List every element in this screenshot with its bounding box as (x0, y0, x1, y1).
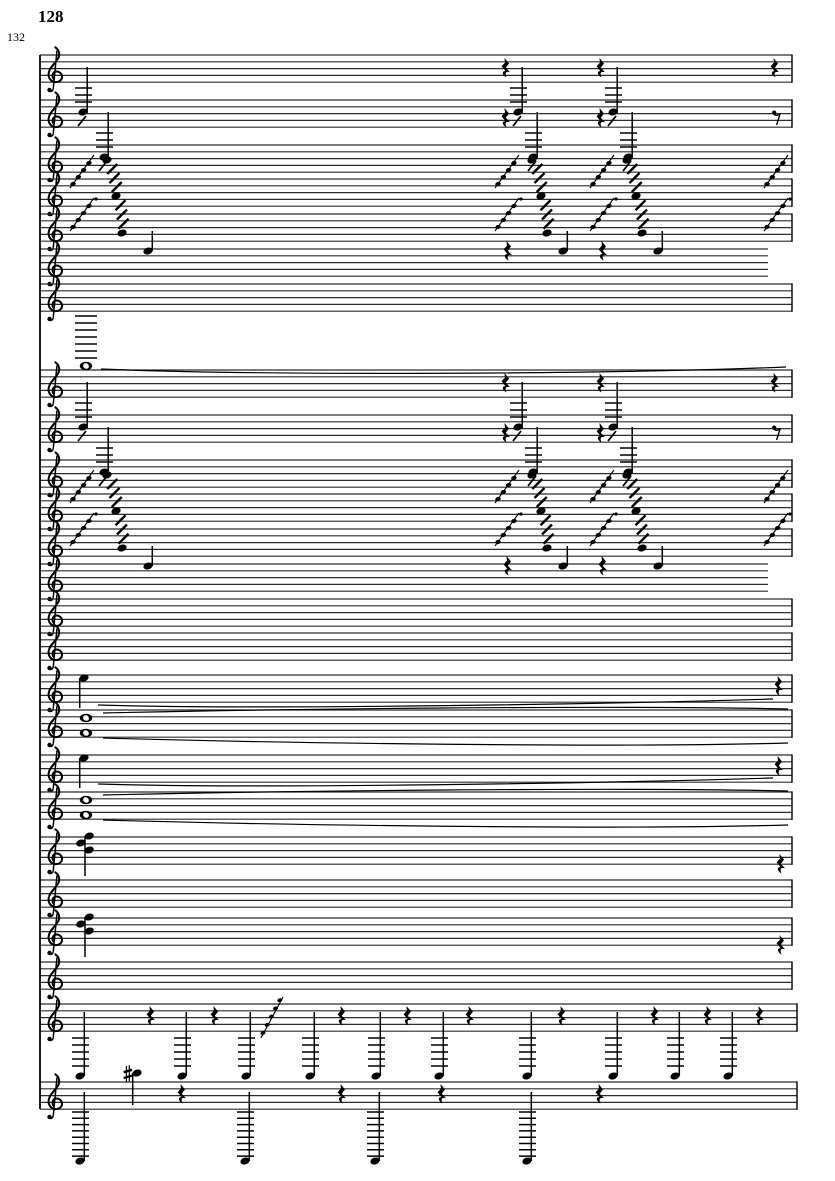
treble-clef-icon (47, 362, 62, 407)
tremolo-slash (112, 182, 122, 192)
note-head (541, 543, 552, 552)
quarter-rest (178, 1084, 186, 1104)
treble-clef-icon (47, 996, 62, 1041)
quarter-rest (775, 676, 783, 696)
grace-note-head (495, 539, 502, 545)
note-head (541, 228, 552, 237)
tremolo-slash (630, 173, 640, 183)
augmentation-dot (519, 197, 522, 200)
eighth-rest (772, 111, 780, 126)
augmentation-dot (94, 512, 97, 515)
slur (98, 699, 773, 707)
quarter-rest (338, 1006, 346, 1026)
measure-number: 132 (7, 30, 25, 44)
augmentation-dot (519, 512, 522, 515)
quarter-rest (438, 1084, 446, 1104)
quarter-rest (597, 58, 605, 78)
eighth-rest (772, 426, 780, 441)
treble-clef-icon (47, 92, 62, 137)
tremolo-slash (537, 497, 547, 507)
tremolo-slash (116, 515, 126, 525)
tremolo-slash (537, 182, 547, 192)
quarter-rest (599, 241, 607, 261)
tremolo-slash (535, 488, 545, 498)
quarter-rest (147, 1006, 155, 1026)
tremolo-slash (630, 488, 640, 498)
augmentation-dot (788, 512, 791, 515)
tremolo-slash (541, 515, 551, 525)
quarter-rest (558, 1006, 566, 1026)
augmentation-dot (94, 197, 97, 200)
grace-note-head (70, 224, 77, 230)
quarter-rest (775, 756, 783, 776)
tremolo-slash (535, 173, 545, 183)
treble-clef-icon (47, 1074, 62, 1119)
treble-clef-icon (47, 137, 62, 182)
grace-note-head (590, 224, 597, 230)
grace-note-head (764, 539, 771, 545)
augmentation-dot (614, 197, 617, 200)
tremolo-slash (632, 182, 642, 192)
grace-note-head (764, 224, 771, 230)
treble-clef-icon (47, 747, 62, 792)
quarter-rest (771, 373, 779, 393)
quarter-rest (502, 373, 510, 393)
treble-clef-icon (47, 452, 62, 497)
quarter-rest (597, 423, 605, 443)
slur (103, 738, 788, 745)
quarter-rest (502, 108, 510, 128)
treble-clef-icon (47, 829, 62, 874)
grace-note-head (495, 224, 502, 230)
augmentation-dot (614, 512, 617, 515)
treble-clef-icon (47, 954, 62, 999)
sharp-accidental (124, 1065, 132, 1082)
treble-clef-icon (47, 47, 62, 92)
tremolo-slash (636, 200, 646, 210)
tremolo-slash (632, 497, 642, 507)
quarter-rest (502, 423, 510, 443)
quarter-rest (504, 241, 512, 261)
tremolo-slash (636, 515, 646, 525)
quarter-rest (504, 556, 512, 576)
quarter-rest (704, 1006, 712, 1026)
treble-clef-icon (47, 667, 62, 712)
grace-note-head (70, 539, 77, 545)
rehearsal-mark: 128 (38, 7, 64, 26)
quarter-rest (338, 1084, 346, 1104)
quarter-rest (771, 58, 779, 78)
note-head (116, 228, 127, 237)
quarter-rest (651, 1006, 659, 1026)
tremolo-slash (112, 497, 122, 507)
quarter-rest (756, 1006, 764, 1026)
note-head (636, 543, 647, 552)
quarter-rest (404, 1006, 412, 1026)
tremolo-slash (110, 488, 120, 498)
note-head (116, 543, 127, 552)
tremolo-slash (110, 173, 120, 183)
quarter-rest (597, 108, 605, 128)
tremolo-slash (541, 200, 551, 210)
augmentation-dot (788, 197, 791, 200)
slur (103, 820, 788, 827)
quarter-rest (596, 1084, 604, 1104)
quarter-rest (597, 373, 605, 393)
grace-note-head (590, 539, 597, 545)
note-head (636, 228, 647, 237)
quarter-rest (466, 1006, 474, 1026)
treble-clef-icon (47, 407, 62, 452)
quarter-rest (599, 556, 607, 576)
quarter-rest (211, 1006, 219, 1026)
tremolo-slash (116, 200, 126, 210)
quarter-rest (502, 58, 510, 78)
